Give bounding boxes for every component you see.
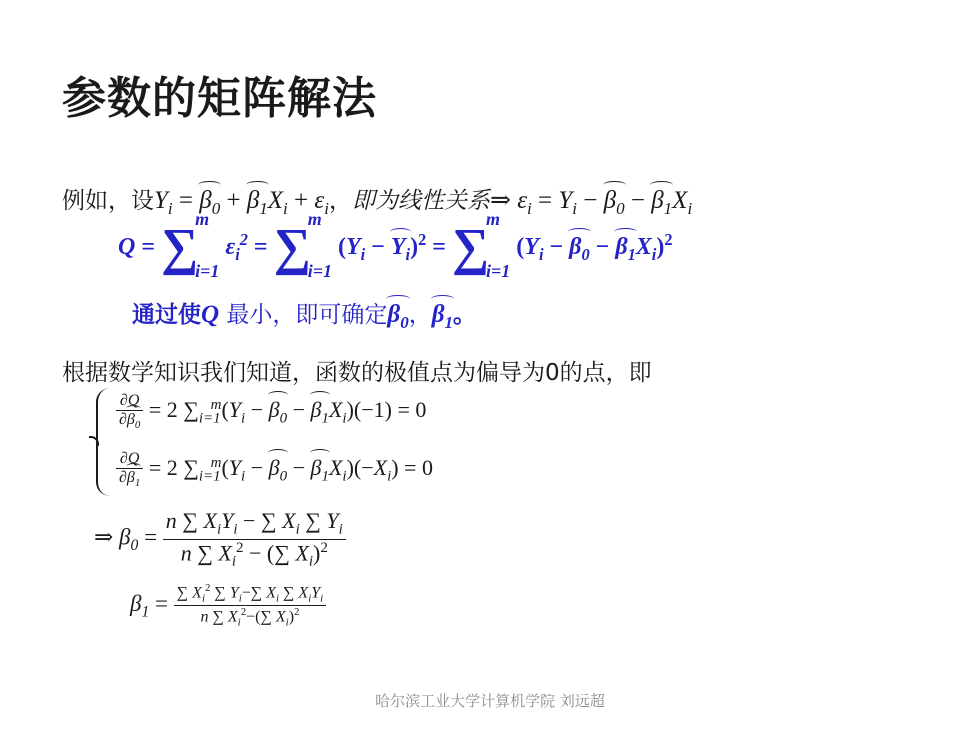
example-prefix: 例如，设	[62, 188, 154, 214]
model-equation: $Y_i = \beta_0 + \beta_1X_i + \varepsilon_i$	[154, 187, 329, 218]
slide-footer: 哈尔滨工业大学计算机学院 刘远超	[375, 692, 605, 710]
beta0-hat: $\beta_0$	[387, 301, 409, 332]
q-definition-equation: Q = ∑ m i=1 $\varepsilon_i^2$ = ∑ m i=1 $(Y_i - Y_i)^2$ = ∑ m i=1 $(Y_i - \beta_0 - \beta_1X_i)^2$	[118, 209, 673, 282]
derivative-intro: 根据数学知识我们知道，函数的极值点为偏导为0的点，即	[62, 360, 652, 386]
comma: ，	[408, 302, 432, 328]
example-line: 例如，设$Y_i = \beta_0 + \beta_1X_i + \varepsilon_i$，即为线性关系⇒ $\varepsilon_i = Y_i - \beta_0 - \beta_1X_i$	[62, 187, 693, 218]
minimize-middle: 最小，即可确定	[219, 302, 388, 328]
minimize-line	[132, 296, 476, 333]
equation-system-brace	[96, 388, 112, 496]
beta1-hat: $\beta_1$	[431, 301, 453, 332]
partial-beta1-equation: $\frac{\partial Q}{\partial\beta_1}$ = 2 $\sum_{i=1}^m(Y_i - \beta_0 - \beta_1X_i)(-X_i) = 0$	[116, 450, 433, 490]
residual-equation: ⇒ $\varepsilon_i = Y_i - \beta_0 - \beta_1X_i$	[489, 187, 693, 218]
beta0-solution: ⇒ $\beta_0$ = $\frac{n \sum X_iY_i - \sum X_i \sum Y_i}{n \sum X_i^2 - (\sum X_i)^2}$	[94, 508, 346, 570]
period: 。	[453, 302, 476, 328]
beta1-solution: $\beta_1$ = $\frac{\sum X_i^2 \sum Y_i-\sum X_i \sum X_iY_i}{n \sum X_i^2-(\sum X_i)^2}$	[130, 582, 326, 629]
linear-relation-note: 即为线性关系	[351, 188, 490, 214]
slide-title: 参数的矩阵解法	[62, 73, 377, 124]
q-symbol: Q	[201, 301, 220, 328]
partial-beta0-equation: $\frac{\partial Q}{\partial\beta_0}$ = 2 $\sum_{i=1}^m(Y_i - \beta_0 - \beta_1X_i)(-1) = 0$	[116, 392, 426, 432]
minimize-prefix: 通过使	[132, 302, 201, 328]
